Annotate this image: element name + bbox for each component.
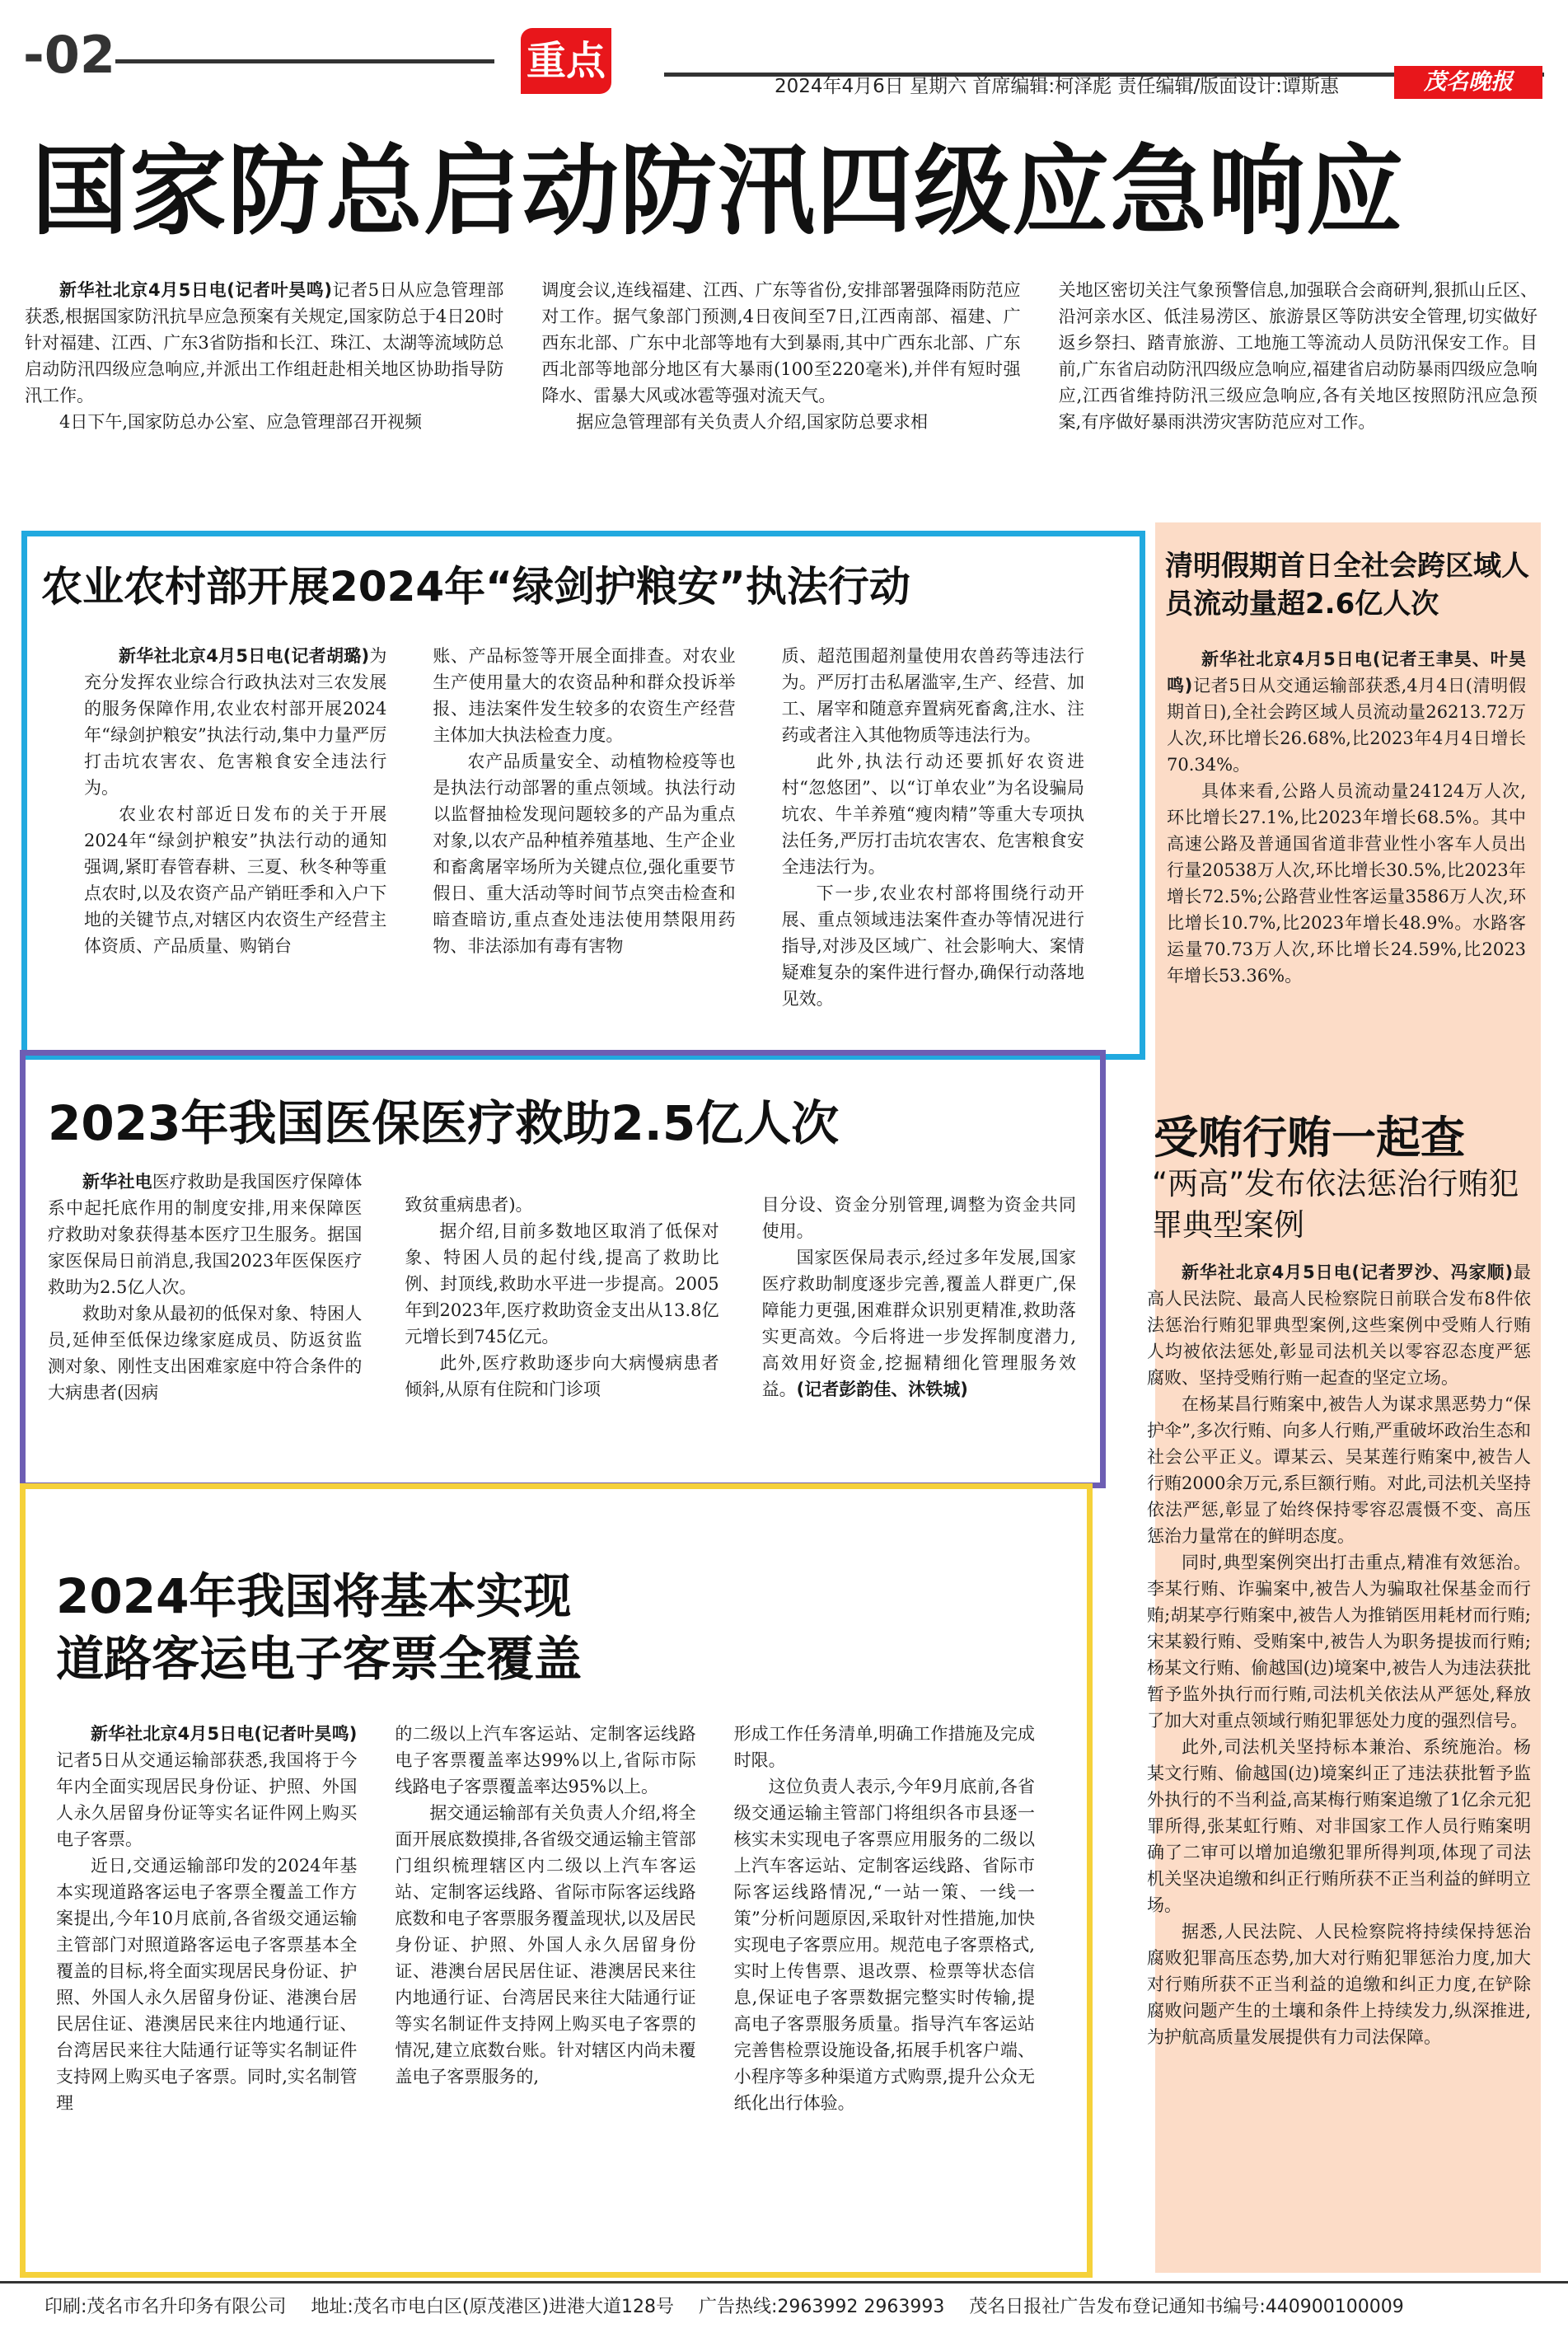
dateline: 新华社北京4月5日电(记者叶昊鸣) [91, 1724, 358, 1744]
header-rule [115, 59, 494, 63]
footer-hotline: 广告热线:2963992 2963993 [699, 2297, 945, 2317]
paragraph: 记者5日从交通运输部获悉,4月4日(清明假期首日),全社会跨区域人员流动量26213.72万人次,环比增长26.68%,比2023年4月4日增长70.34%。 [1167, 676, 1526, 775]
bribery-p5: 据悉,人民法院、人民检察院将持续保持惩治腐败犯罪高压态势,加大对行贿犯罪惩治力度,加大对行贿所获不正当利益的追缴和纠正力度,在铲除腐败问题产生的土壤和条件上持续发力,纵深推进,为护航高质量发展提供有力司法保障。 [1147, 1922, 1531, 2047]
paragraph: 记者5日从交通运输部获悉,我国将于今年内全面实现居民身份证、护照、外国人永久居留身份证等实名证件网上购买电子客票。 [56, 1750, 358, 1849]
footer-address: 地址:茂名市电白区(原茂港区)进港大道128号 [311, 2297, 674, 2317]
newspaper-logo: 茂名晚报 [1394, 66, 1542, 99]
sidebar-travel-title: 清明假期首日全社会跨区域人员流动量超2.6亿人次 [1165, 550, 1529, 621]
dateline: 新华社北京4月5日电(记者胡璐) [119, 646, 370, 666]
travel-p2: 具体来看,公路人员流动量24124万人次,环比增长27.1%,比2023年增长68.5%。其中高速公路及普通国省道非营业性小客车人员出行量20538万人次,环比增长30.5%,比2023年增长72.5%;公路营业性客运量3586万人次,环比增长10.7%,比2023年增长48.9%。水路客运量70.73万人次,环比增长24.59%,比2023年增长53.36%。 [1167, 781, 1526, 986]
page-footer [44, 2293, 1404, 2318]
eticket-col-1 [56, 1721, 357, 2265]
med-col-1 [48, 1169, 362, 1473]
med-p1 [48, 1169, 362, 1300]
lead-col-3 [1059, 277, 1538, 516]
footer-license: 茂名日报社广告发布登记通知书编号:440900100009 [969, 2297, 1404, 2317]
agri-p3: 账、产品标签等开展全面排查。对农业生产使用量大的农资品种和群众投诉举报、违法案件发生较多的农资生产经营主体加大执法检查力度。 [433, 646, 736, 745]
byline: (记者彭韵佳、沐铁城) [796, 1379, 968, 1399]
main-headline: 国家防总启动防汛四级应急响应 [31, 134, 1405, 248]
lead-p4: 据应急管理部有关负责人介绍,国家防总要求相 [576, 412, 929, 432]
dateline: 新华社北京4月5日电(记者叶昊鸣) [59, 280, 332, 300]
med-p2: 救助对象从最初的低保对象、特困人员,延伸至低保边缘家庭成员、防返贫监测对象、刚性支出困难家庭中符合条件的大病患者(因病 [48, 1304, 363, 1403]
lead-p2: 4日下午,国家防总办公室、应急管理部召开视频 [59, 412, 423, 432]
page-header [0, 0, 1568, 107]
agri-col-2 [433, 643, 735, 1038]
eticket-p4: 据交通运输部有关负责人介绍,将全面开展底数摸排,各省级交通运输主管部门组织梳理辖区内二级以上汽车客运站、定制客运线路、省际市际客运线路底数和电子客票服务覆盖现状,以及居民身份证、护照、外国人永久居留身份证、港澳台居民居住证、港澳居民来往内地通行证、台湾居民来往大陆通行证等实名制证件支持网上购买电子客票的情况,建立底数台账。针对辖区内尚未覆盖电子客票服务的, [395, 1803, 696, 2087]
page-number: -02 [23, 25, 116, 85]
paragraph: 国家医保局表示,经过多年发展,国家医疗救助制度逐步完善,覆盖人群更广,保障能力更强,困难群众识别更精准,救助落实更高效。今后将进一步发挥制度潜力,高效用好资金,挖掘精细化管理服务效益。 [761, 1248, 1076, 1399]
footer-rule [0, 2281, 1568, 2284]
article-eticket-body [56, 1721, 1035, 2265]
article-medical-title: 2023年我国医保医疗救助2.5亿人次 [48, 1095, 840, 1151]
med-p5: 此外,医疗救助逐步向大病慢病患者倾斜,从原有住院和门诊项 [405, 1353, 719, 1399]
med-col-3 [762, 1169, 1076, 1473]
agri-p1 [84, 643, 386, 801]
agri-p7: 下一步,农业农村部将围绕行动开展、重点领域违法案件查办等情况进行指导,对涉及区域广、社会影响大、案情疑难复杂的案件进行督办,确保行动落地见效。 [781, 883, 1084, 1009]
agri-p6: 此外,执法行动还要抓好农资进村“忽悠团”、以“订单农业”为名设骗局坑农、牛羊养殖“瘦肉精”等重大专项执法任务,严厉打击坑农害农、危害粮食安全违法行为。 [781, 752, 1084, 877]
eticket-col-3 [734, 1721, 1035, 2265]
paragraph: 医疗救助是我国医疗保障体系中起托底作用的制度安排,用来保障医疗救助对象获得基本医疗卫生服务。据国家医保局日前消息,我国2023年医保医疗救助为2.5亿人次。 [48, 1172, 363, 1297]
sidebar-travel-body [1167, 646, 1526, 1091]
lead-col-2 [541, 277, 1020, 516]
dateline: 新华社北京4月5日电(记者王聿昊、叶昊鸣) [1167, 649, 1526, 696]
article-agriculture-title: 农业农村部开展2024年“绿剑护粮安”执法行动 [41, 563, 910, 611]
lead-p1 [25, 277, 503, 409]
travel-p1 [1167, 646, 1526, 778]
sidebar-bribery-subtitle: “两高”发布依法惩治行贿犯罪典型案例 [1152, 1166, 1519, 1243]
agri-col-3 [782, 643, 1084, 1038]
agri-p4: 农产品质量安全、动植物检疫等也是执法行动部署的重点领域。执法行动以监督抽检发现问题较多的产品为重点对象,以农产品种植养殖基地、生产企业和畜禽屠宰场所为关键点位,强化重要节假日、重大活动等时间节点突击检查和暗查暗访,重点查处违法使用禁限用药物、非法添加有毒有害物 [433, 752, 736, 956]
sidebar-bribery-title: 受贿行贿一起查 [1154, 1112, 1465, 1164]
eticket-p6: 这位负责人表示,今年9月底前,各省级交通运输主管部门将组织各市县逐一核实未实现电子客票应用服务的二级以上汽车客运站、定制客运线路、省际市际客运线路情况,“一站一策、一线一策”分析问题原因,采取针对性措施,加快实现电子客票应用。规范电子客票格式,实时上传售票、退改票、检票等状态信息,保证电子客票数据完整实时传输,提高电子客票服务质量。指导汽车客运站完善售检票设施设备,拓展手机客户端、小程序等多种渠道方式购票,提升公众无纸化出行体验。 [733, 1777, 1035, 2113]
issue-meta: 2024年4月6日 星期六 首席编辑:柯泽彪 责任编辑/版面设计:谭斯惠 [775, 76, 1339, 97]
article-eticket-title-1: 2024年我国将基本实现 [56, 1568, 572, 1624]
dateline: 新华社电 [82, 1172, 152, 1192]
section-badge: 重点 [521, 28, 611, 94]
med-p3: 致贫重病患者)。 [405, 1195, 533, 1215]
med-col-2 [405, 1169, 718, 1473]
paragraph: 记者5日从应急管理部获悉,根据国家防汛抗旱应急预案有关规定,国家防总于4日20时针对福建、江西、广东3省防指和长江、珠江、太湖等流域防总启动防汛四级应急响应,并派出工作组赶赴相关地区协助指导防汛工作。 [25, 280, 504, 405]
eticket-p2: 近日,交通运输部印发的2024年基本实现道路客运电子客票全覆盖工作方案提出,今年10月底前,各省级交通运输主管部门对照道路客运电子客票基本全覆盖的目标,将全面实现居民身份证、护照、外国人永久居留身份证、港澳台居民居住证、港澳居民来往内地通行证、台湾居民来往大陆通行证等实名制证件支持网上购买电子客票。同时,实名制管理 [56, 1856, 358, 2113]
med-p6: 目分设、资金分别管理,调整为资金共同使用。 [761, 1195, 1076, 1241]
paragraph: 为充分发挥农业综合行政执法对三农发展的服务保障作用,农业农村部开展2024年“绿剑护粮安”执法行动,集中力量严厉打击坑农害农、危害粮食安全违法行为。 [84, 646, 387, 798]
article-agriculture-body [84, 643, 1084, 1038]
article-medical-body [48, 1169, 1076, 1473]
sidebar-bribery-body [1147, 1259, 1531, 2266]
bribery-p3: 同时,典型案例突出打击重点,精准有效惩治。李某行贿、诈骗案中,被告人为骗取社保基金而行贿;胡某亭行贿案中,被告人为推销医用耗材而行贿;宋某毅行贿、受贿案中,被告人为职务提拔而行贿;杨某文行贿、偷越国(边)境案中,被告人为违法获批暂予监外执行而行贿,司法机关依法从严惩处,释放了加大对重点领域行贿犯罪惩处力度的强烈信号。 [1147, 1553, 1531, 1731]
article-eticket-title-2: 道路客运电子客票全覆盖 [56, 1631, 583, 1687]
lead-p5: 关地区密切关注气象预警信息,加强联合会商研判,狠抓山丘区、沿河亲水区、低洼易涝区、旅游景区等防洪安全管理,切实做好返乡祭扫、踏青旅游、工地施工等流动人员防汛保安工作。目前,广东省启动防汛四级应急响应,福建省启动防暴雨四级应急响应,江西省维持防汛三级应急响应,各有关地区按照防汛应急预案,有序做好暴雨洪涝灾害防范应对工作。 [1058, 280, 1538, 432]
eticket-p1 [56, 1721, 357, 1853]
footer-printer: 印刷:茂名市名升印务有限公司 [44, 2297, 287, 2317]
lead-p3: 调度会议,连线福建、江西、广东等省份,安排部署强降雨防范应对工作。据气象部门预测,4日夜间至7日,江西南部、福建、广西东北部、广东中北部等地有大到暴雨,其中广西东北部、广东西北部等地部分地区有大暴雨(100至220毫米),并伴有短时强降水、雷暴大风或冰雹等强对流天气。 [541, 280, 1021, 405]
eticket-col-2 [395, 1721, 695, 2265]
bribery-p4: 此外,司法机关坚持标本兼治、系统施治。杨某文行贿、偷越国(边)境案纠正了违法获批暂予监外执行的不当利益,高某梅行贿案追缴了1亿余元犯罪所得,张某虹行贿、对非国家工作人员行贿案明确了二审可以增加追缴犯罪所得判项,体现了司法机关坚决追缴和纠正行贿所获不正当利益的鲜明立场。 [1147, 1737, 1531, 1915]
bribery-p1 [1147, 1259, 1531, 1391]
lead-col-1 [25, 277, 503, 516]
bribery-p2: 在杨某昌行贿案中,被告人为谋求黑恶势力“保护伞”,多次行贿、向多人行贿,严重破坏政治生态和社会公平正义。谭某云、吴某莲行贿案中,被告人行贿2000余万元,系巨额行贿。对此,司法机关坚持依法严惩,彰显了始终保持零容忍震慑不变、高压惩治力量常在的鲜明态度。 [1147, 1394, 1531, 1546]
med-p7 [762, 1244, 1076, 1403]
agri-p2: 农业农村部近日发布的关于开展2024年“绿剑护粮安”执法行动的通知强调,紧盯春管春耕、三夏、秋冬种等重点农时,以及农资产品产销旺季和入户下地的关键节点,对辖区内农资生产经营主体资质、产品质量、购销台 [84, 804, 387, 956]
eticket-p5: 形成工作任务清单,明确工作措施及完成时限。 [733, 1724, 1035, 1770]
med-p4: 据介绍,目前多数地区取消了低保对象、特困人员的起付线,提高了救助比例、封顶线,救助水平进一步提高。2005年到2023年,医疗救助资金支出从13.8亿元增长到745亿元。 [405, 1221, 719, 1347]
dateline: 新华社北京4月5日电(记者罗沙、冯家顺) [1182, 1262, 1514, 1282]
agri-p5: 质、超范围超剂量使用农兽药等违法行为。严厉打击私屠滥宰,生产、经营、加工、屠宰和随意弃置病死畜禽,注水、注药或者注入其他物质等违法行为。 [781, 646, 1084, 745]
lead-article [25, 277, 1538, 516]
agri-col-1 [84, 643, 386, 1038]
eticket-p3: 的二级以上汽车客运站、定制客运线路电子客票覆盖率达99%以上,省际市际线路电子客票覆盖率达95%以上。 [395, 1724, 696, 1796]
paragraph: 最高人民法院、最高人民检察院日前联合发布8件依法惩治行贿犯罪典型案例,这些案例中受贿人行贿人均被依法惩处,彰显司法机关以零容忍态度严惩腐败、坚持受贿行贿一起查的坚定立场。 [1147, 1262, 1532, 1388]
